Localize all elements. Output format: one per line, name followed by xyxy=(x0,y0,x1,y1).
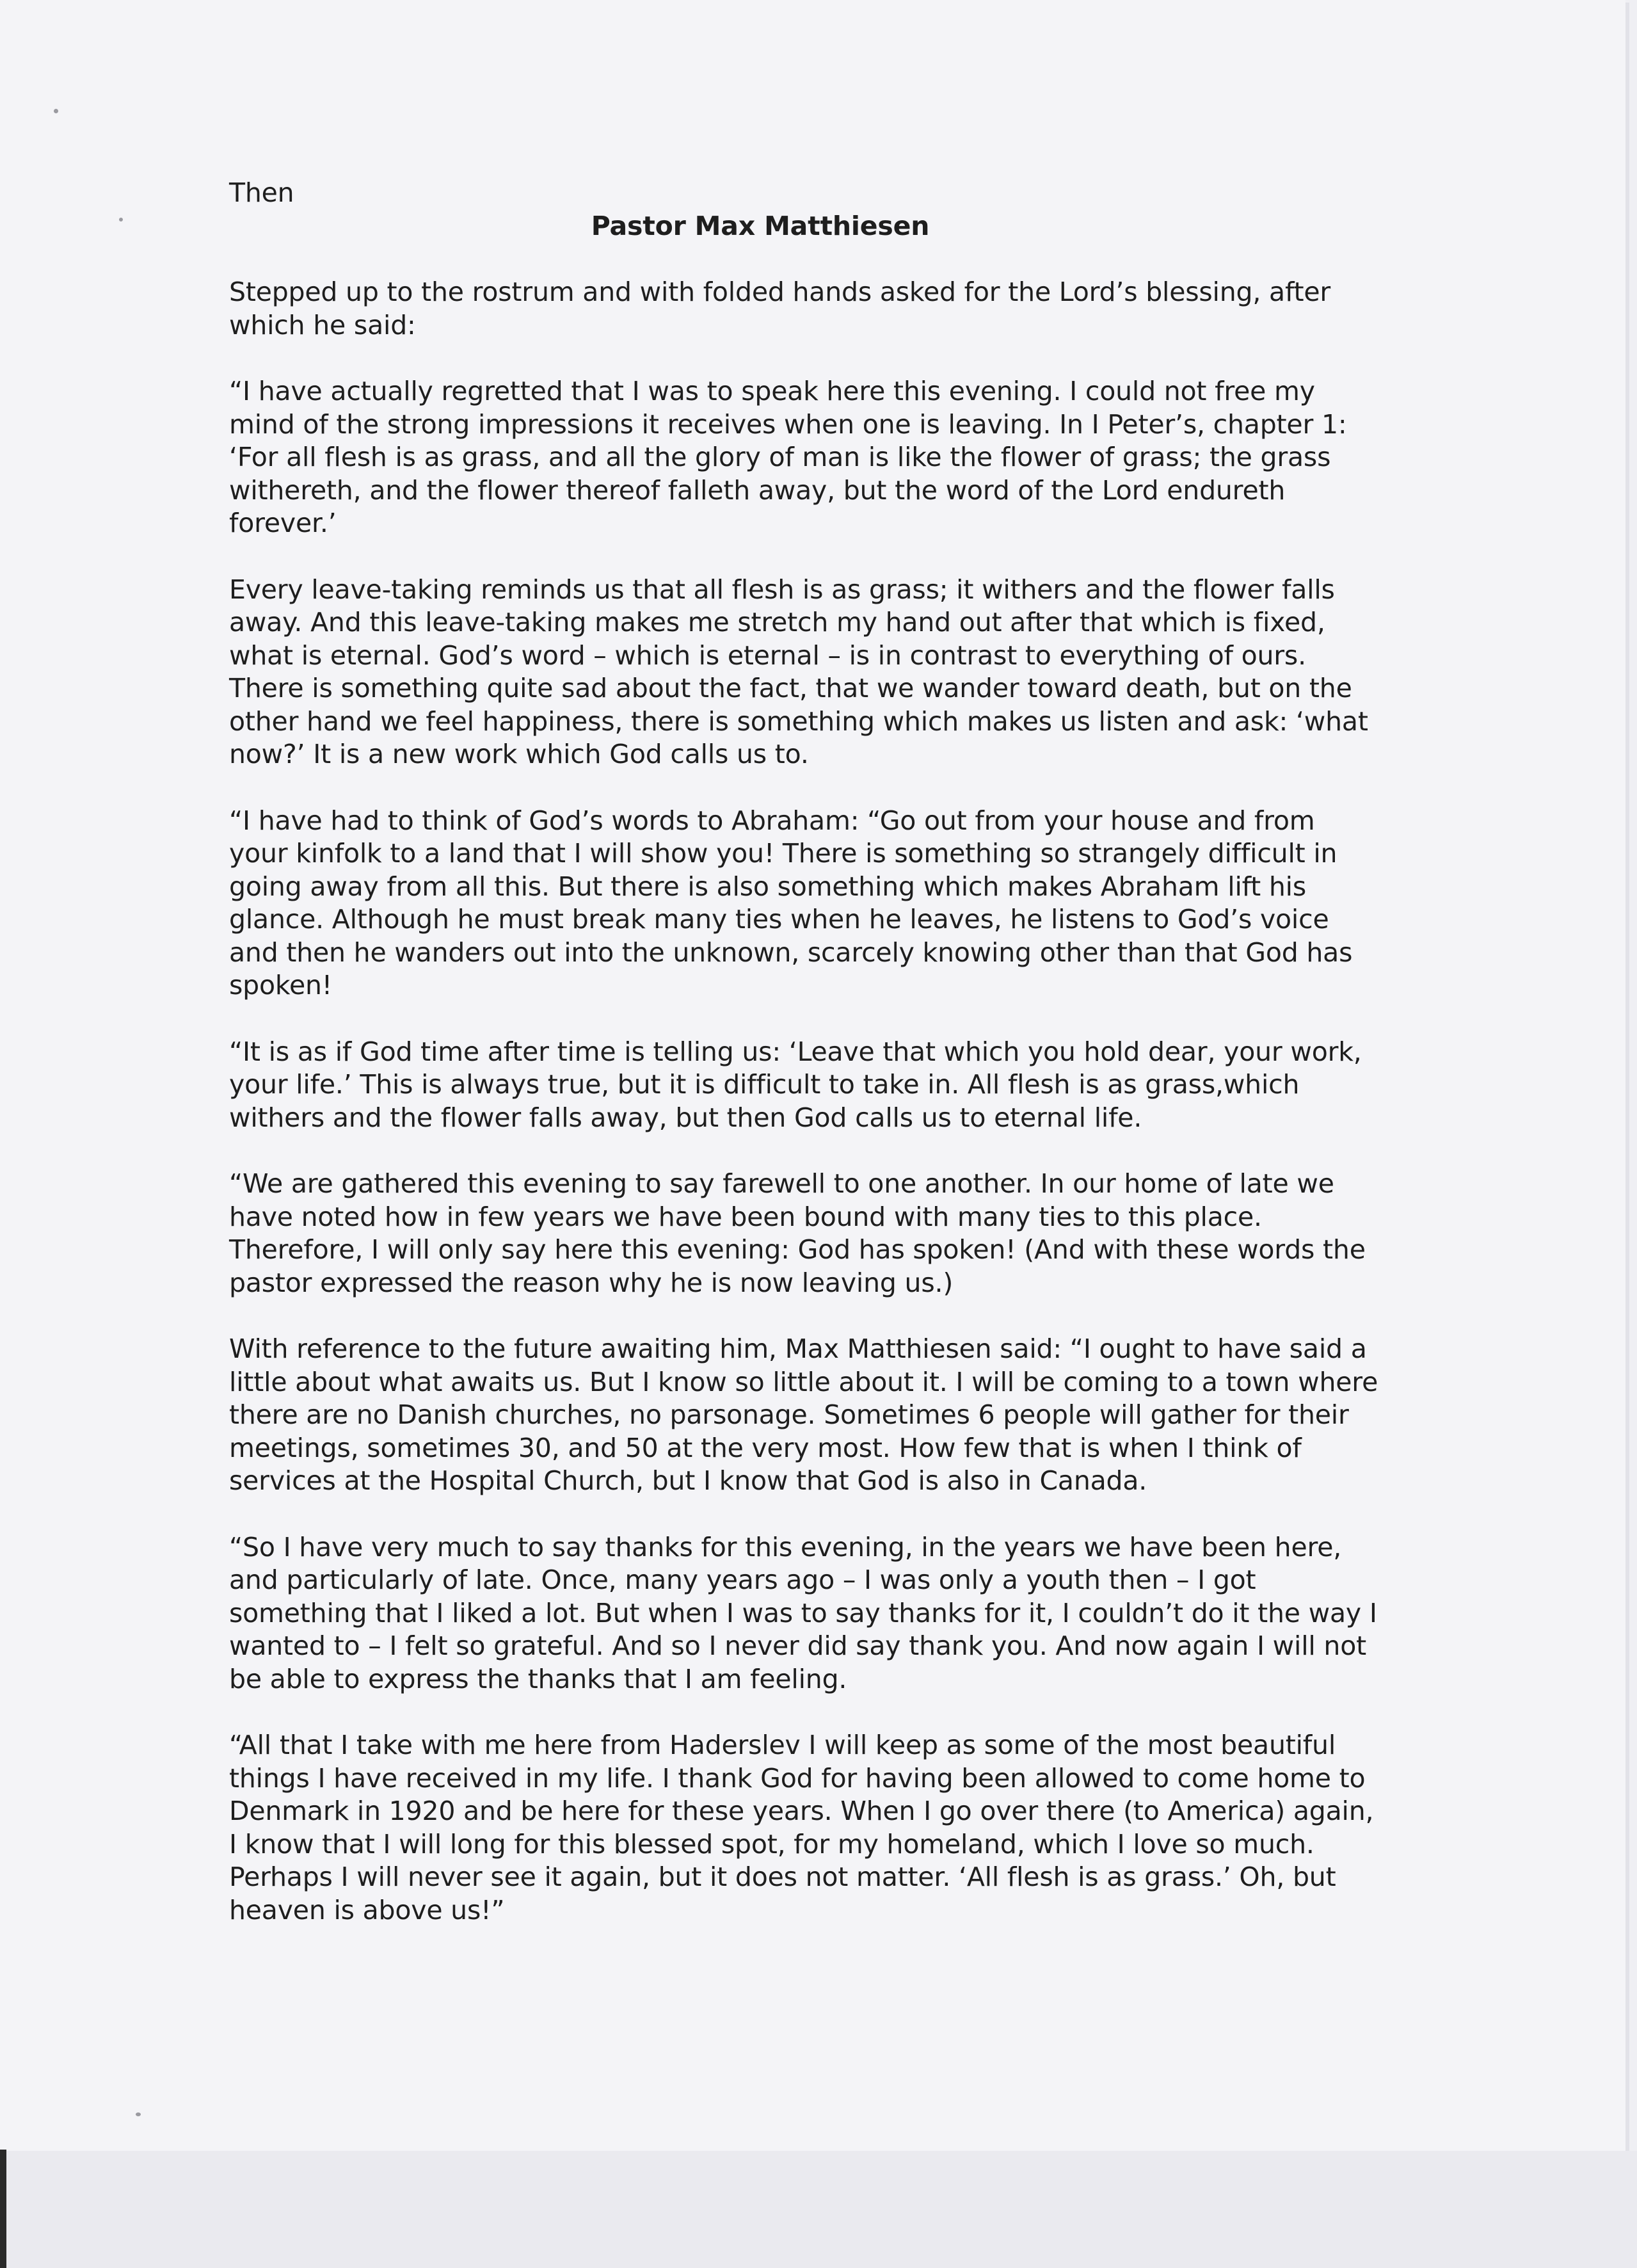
paper-speck xyxy=(54,109,58,113)
scanner-edge xyxy=(0,2150,6,2268)
paper-speck xyxy=(119,218,123,221)
paragraph-9: “All that I take with me here from Haderslev I will keep as some of the most beautiful things I have received in my life. I thank God for having been allowed to come home to Denmark in 1920 and be here for these years. When I go over there (to America) again, I know that I will long for this blessed spot, for my homeland, which I love so much. Perhaps I will never see it again, but it does not matter. ‘All flesh is as grass.’ Oh, but heaven is above us!” xyxy=(229,1730,1374,1926)
paragraph-6: “We are gathered this evening to say farewell to one another. In our home of late we have noted how in few years we have been bound with many ties to this place. Therefore, I will only say here this evening: God has spoken! (And with these words the pastor expressed the reason why he is now leaving us.) xyxy=(229,1168,1366,1298)
scanner-bed xyxy=(0,2151,1637,2268)
paragraph-8: “So I have very much to say thanks for this evening, in the years we have been here, and particularly of late. Once, many years ago – I was only a youth then – I got something that I liked a lot. But when I was to say thanks for it, I couldn’t do it the way I wanted to – I felt so grateful. And so I never did say thank you. And now again I will not be able to express the thanks that I am feeling. xyxy=(229,1531,1377,1694)
intro-line: Then xyxy=(229,177,294,208)
paragraph-7: With reference to the future awaiting him, Max Matthiesen said: “I ought to have said a little about what awaits us. But I know so little about it. I will be coming to a town where there are no Danish churches, no parsonage. Sometimes 6 people will gather for their meetings, sometimes 30, and 50 at the very most. How few that is when I think of services at the Hospital Church, but I know that God is also in Canada. xyxy=(229,1333,1378,1496)
paragraph-1: Stepped up to the rostrum and with folded hands asked for the Lord’s blessing, after which he said: xyxy=(229,277,1331,341)
document-body xyxy=(229,177,1381,1960)
paragraph-2: “I have actually regretted that I was to speak here this evening. I could not free my mind of the strong impressions it receives when one is leaving. In I Peter’s, chapter 1: ‘For all flesh is as grass, and all the glory of man is like the flower of grass; the grass withereth, and the flower thereof falleth away, but the word of the Lord endureth forever.’ xyxy=(229,376,1347,538)
paragraph-4: “I have had to think of God’s words to Abraham: “Go out from your house and from your kinfolk to a land that I will show you! There is something so strangely difficult in going away from all this. But there is also something which makes Abraham lift his glance. Although he must break many ties when he leaves, he listens to God’s voice and then he wanders out into the unknown, scarcely knowing other than that God has spoken! xyxy=(229,805,1353,1001)
paragraph-5: “It is as if God time after time is telling us: ‘Leave that which you hold dear, your work, your life.’ This is always true, but it is difficult to take in. All flesh is as grass,which withers and the flower falls away, but then God calls us to eternal life. xyxy=(229,1036,1362,1133)
paragraph-3: Every leave-taking reminds us that all flesh is as grass; it withers and the flower falls away. And this leave-taking makes me stretch my hand out after that which is fixed, what is eternal. God’s word – which is eternal – is in contrast to everything of ours. There is something quite sad about the fact, that we wander toward death, but on the other hand we feel happiness, there is something which makes us listen and ask: ‘what now?’ It is a new work which God calls us to. xyxy=(229,574,1368,769)
paper-speck xyxy=(136,2112,141,2116)
speaker-heading: Pastor Max Matthiesen xyxy=(591,210,930,241)
